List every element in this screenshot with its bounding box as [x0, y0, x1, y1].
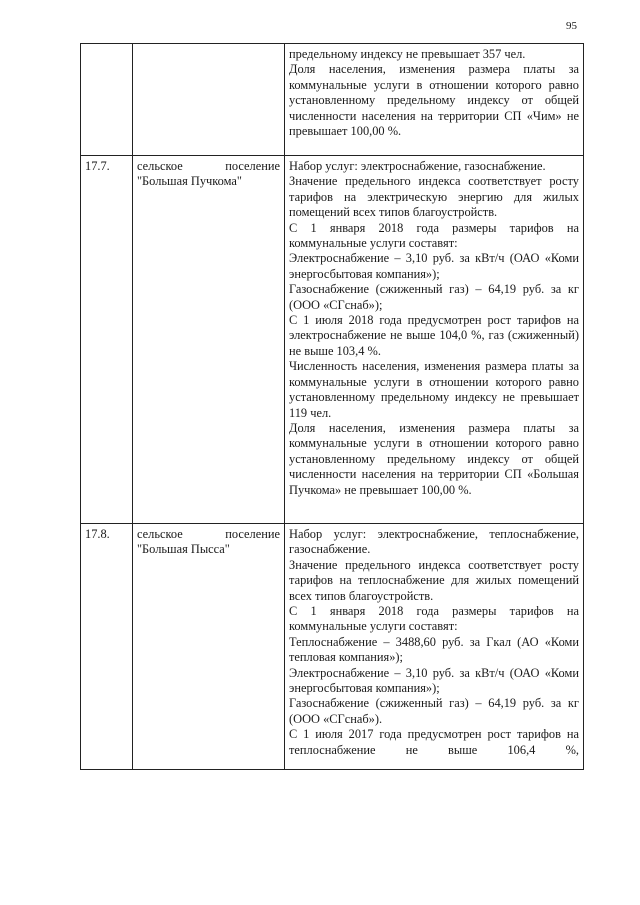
- description-paragraph: Газоснабжение (сжиженный газ) – 64,19 руб. за кг (ООО «СГснаб»).: [289, 696, 579, 726]
- description-paragraph: Значение предельного индекса соответствует росту тарифов на теплоснабжение для жилых помещений всех типов благоустройств.: [289, 557, 579, 603]
- description-paragraph: Значение предельного индекса соответствует росту тарифов на электрическую энергию для жилых помещений всех типов благоустройств.: [289, 174, 579, 220]
- tariff-table: [80, 43, 584, 770]
- table-row: [81, 156, 584, 524]
- description-paragraph: Доля населения, изменения размера платы за коммунальные услуги в отношении которого равно установленному предельному индексу от общей численности населения на территории СП «Большая Пучкома» не превышает 100,00 %.: [289, 420, 579, 497]
- description-paragraph: Электроснабжение – 3,10 руб. за кВт/ч (ОАО «Коми энергосбытовая компания»);: [289, 251, 579, 281]
- description-cell: [285, 44, 584, 156]
- row-number-cell: [81, 44, 133, 156]
- description-paragraph: Численность населения, изменения размера платы за коммунальные услуги в отношении которого равно установленному предельному индексу не превышает 119 чел.: [289, 359, 579, 420]
- description-paragraph: С 1 января 2018 года размеры тарифов на коммунальные услуги составят:: [289, 220, 579, 251]
- description-paragraph: С 1 июля 2017 года предусмотрен рост тарифов на теплоснабжение не выше 106,4 %,: [289, 727, 579, 757]
- description-paragraph: Теплоснабжение – 3488,60 руб. за Гкал (АО «Коми тепловая компания»);: [289, 634, 579, 665]
- settlement-cell: сельское поселение "Большая Пучкома": [133, 156, 285, 524]
- settlement-cell: [133, 44, 285, 156]
- row-number-cell: 17.7.: [81, 156, 133, 524]
- settlement-cell: сельское поселение "Большая Пысса": [133, 524, 285, 770]
- description-paragraph: Доля населения, изменения размера платы за коммунальные услуги в отношении которого равно установленному предельному индексу от общей численности населения на территории СП «Чим» не превышает 100,00 %.: [289, 62, 579, 139]
- description-paragraph: С 1 июля 2018 года предусмотрен рост тарифов на электроснабжение не выше 104,0 %, газ (сжиженный) не выше 103,4 %.: [289, 313, 579, 358]
- table-row: [81, 44, 584, 156]
- table-row: [81, 524, 584, 770]
- description-paragraph: Электроснабжение – 3,10 руб. за кВт/ч (ОАО «Коми энергосбытовая компания»);: [289, 665, 579, 696]
- description-paragraph: Газоснабжение (сжиженный газ) – 64,19 руб. за кг (ООО «СГснаб»);: [289, 282, 579, 312]
- description-paragraph: С 1 января 2018 года размеры тарифов на коммунальные услуги составят:: [289, 604, 579, 634]
- page-number: 95: [566, 20, 577, 32]
- description-paragraph: Набор услуг: электроснабжение, газоснабжение.: [289, 159, 546, 173]
- description-cell: [285, 156, 584, 524]
- description-paragraph: предельному индексу не превышает 357 чел.: [289, 47, 526, 61]
- description-cell: [285, 524, 584, 770]
- description-paragraph: Набор услуг: электроснабжение, теплоснабжение, газоснабжение.: [289, 527, 579, 557]
- row-number-cell: 17.8.: [81, 524, 133, 770]
